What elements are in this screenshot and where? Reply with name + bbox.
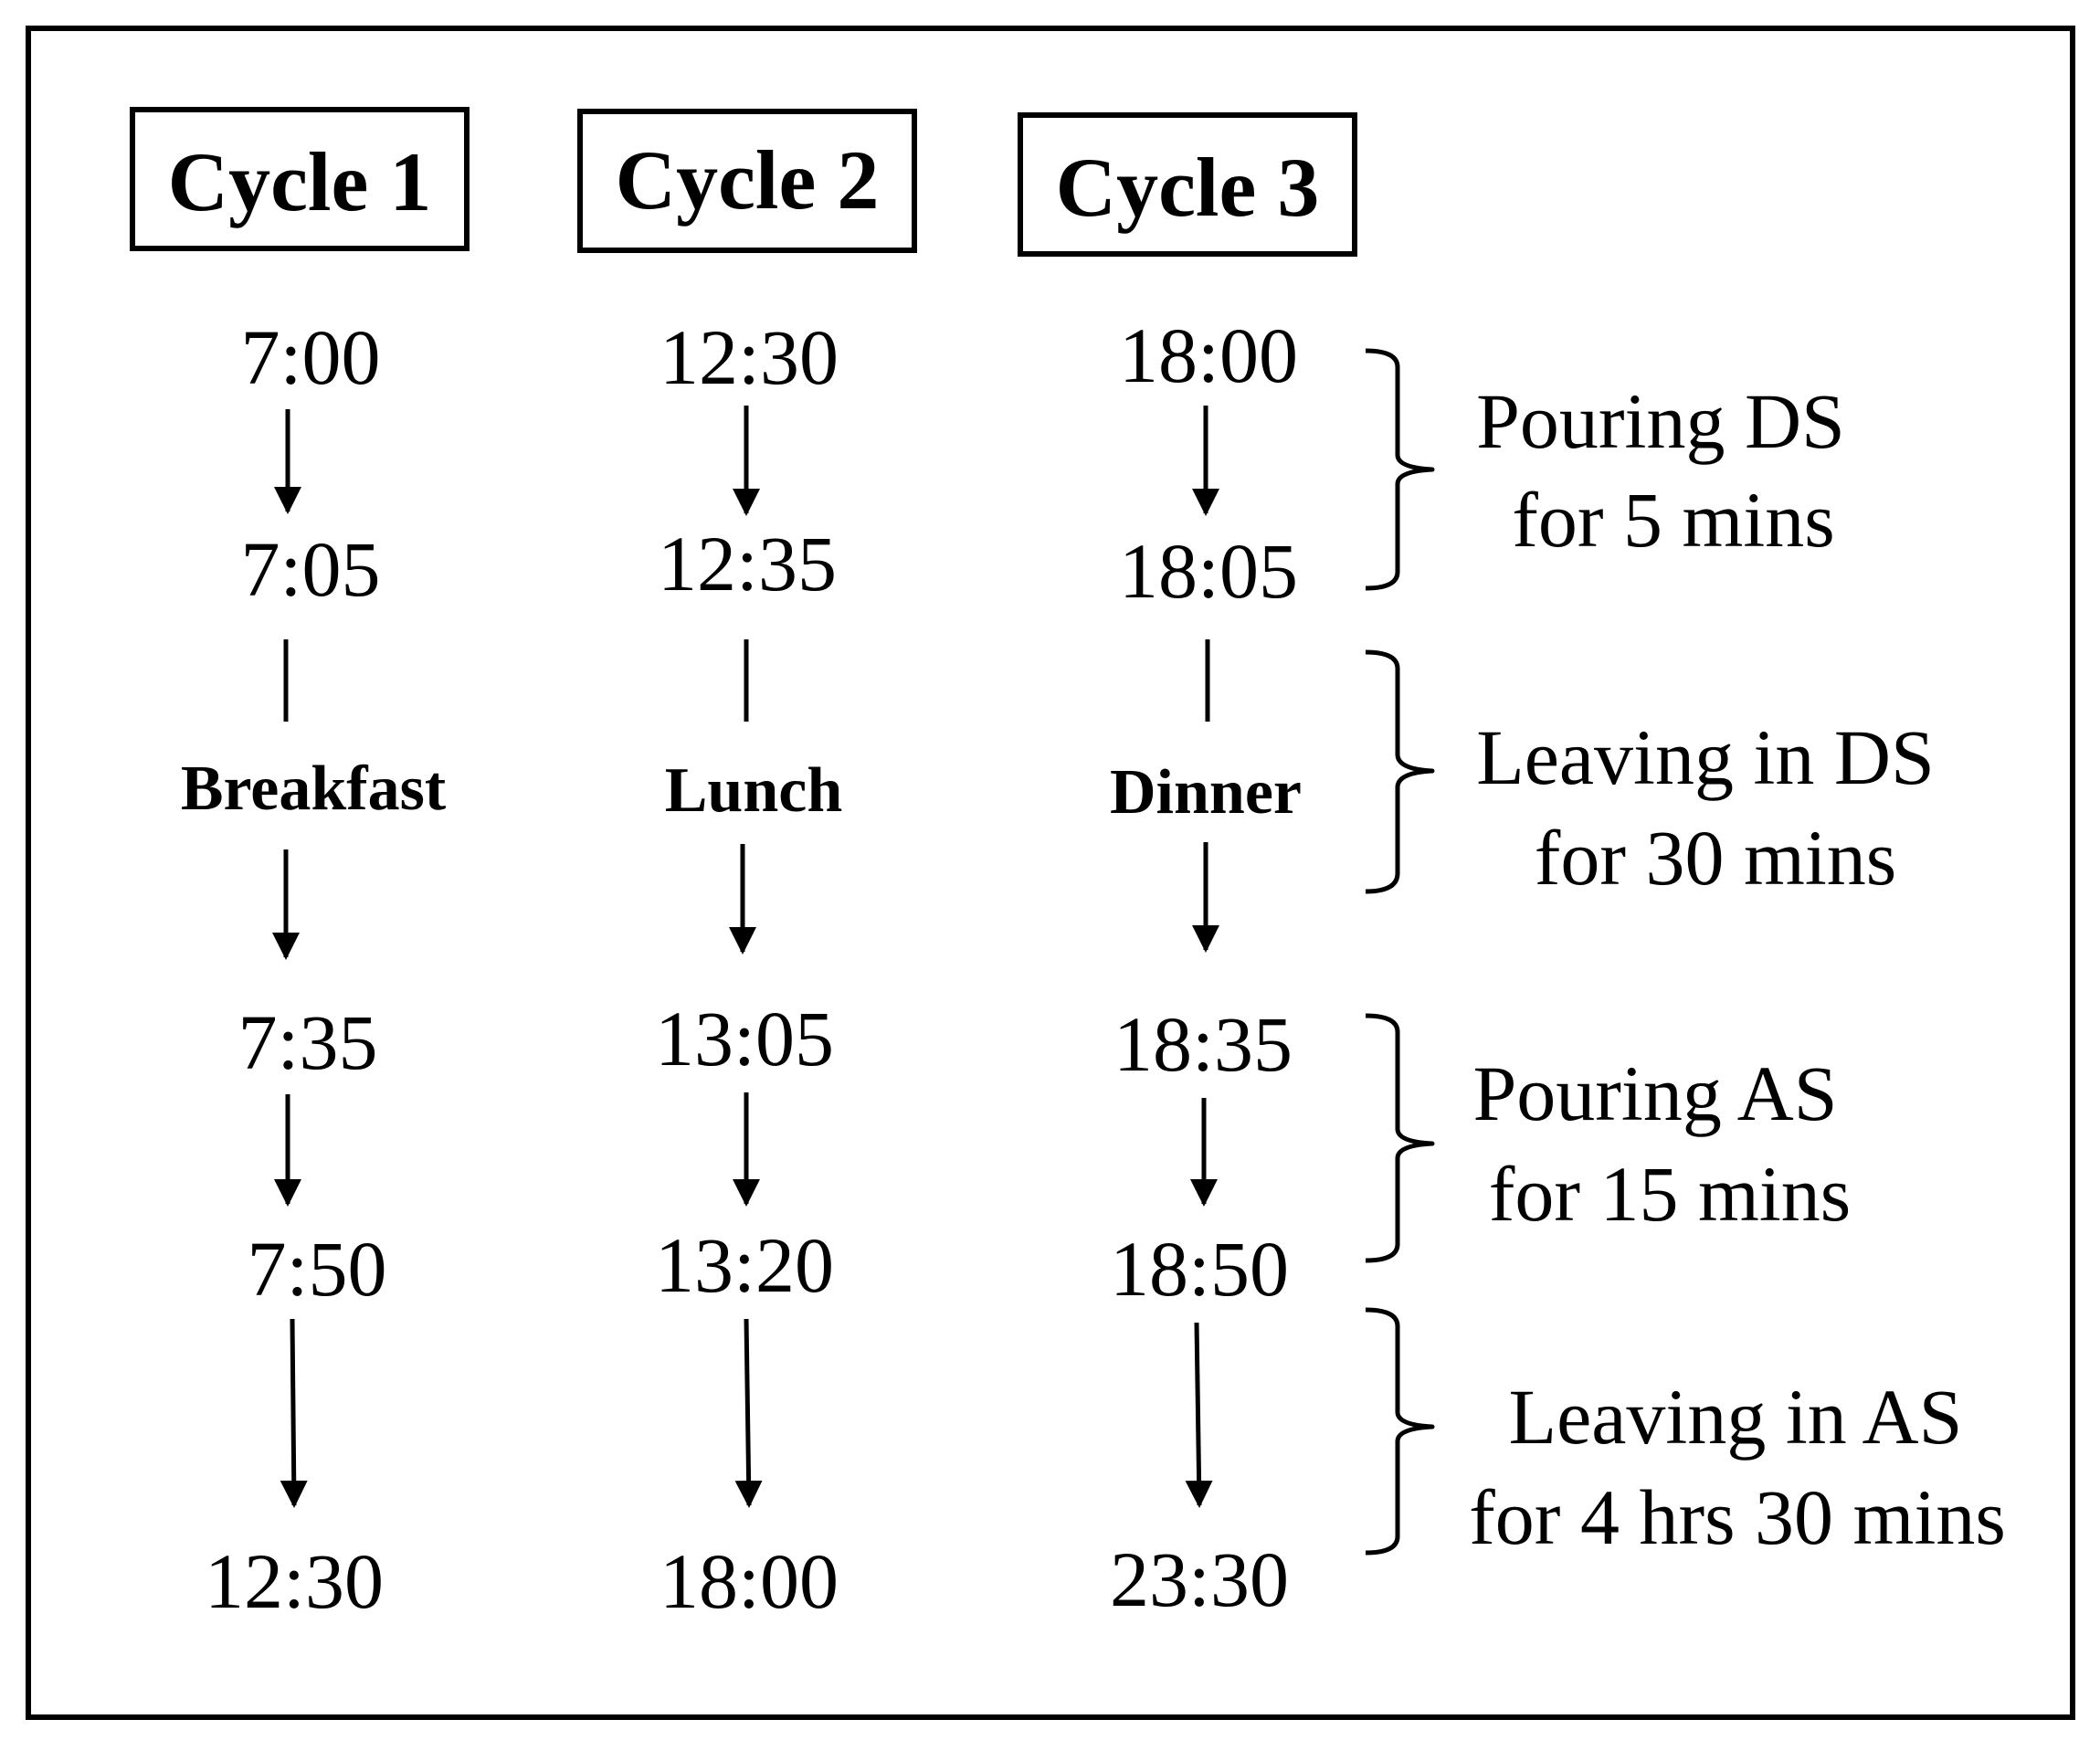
cycle-1-time-2: 7:05 (240, 525, 381, 613)
phase-3-bracket (1366, 1016, 1432, 1261)
phase-1-line-2: for 5 mins (1512, 476, 1835, 564)
cycle-3-time-4: 18:50 (1110, 1225, 1289, 1313)
phase-2-bracket (1366, 652, 1432, 891)
cycle-1-time-4: 7:50 (247, 1225, 387, 1313)
cycle-2-meal: Lunch (664, 755, 843, 826)
cycle-3-label: Cycle 3 (1055, 141, 1320, 234)
cycle-3-meal: Dinner (1110, 757, 1302, 828)
phase-3-line-2: for 15 mins (1488, 1150, 1852, 1238)
cycle-2-arrow-4 (746, 1319, 749, 1505)
phase-4-bracket (1366, 1310, 1432, 1553)
cycle-1-label: Cycle 1 (167, 135, 432, 228)
cycle-1-time-5: 12:30 (205, 1537, 384, 1625)
cycle-3-time-5: 23:30 (1110, 1535, 1289, 1623)
phase-2-line-2: for 30 mins (1534, 814, 1897, 902)
cycle-3-arrow-4 (1197, 1323, 1199, 1505)
phase-1-line-1: Pouring DS (1476, 377, 1845, 465)
cycle-1-arrow-4 (292, 1319, 294, 1505)
cycle-1-time-3: 7:35 (237, 998, 378, 1086)
cycle-2-label: Cycle 2 (615, 133, 880, 227)
cycle-2-time-3: 13:05 (655, 995, 834, 1082)
phase-2-line-1: Leaving in DS (1476, 713, 1935, 801)
cycle-2-time-2: 12:35 (658, 520, 837, 607)
phase-1-bracket (1366, 351, 1432, 588)
cycle-3-time-2: 18:05 (1119, 527, 1298, 615)
phase-3-line-1: Pouring AS (1472, 1050, 1838, 1137)
cycle-1-meal: Breakfast (180, 754, 447, 824)
cycle-2-time-4: 13:20 (655, 1221, 834, 1309)
cycle-2-time-5: 18:00 (660, 1537, 839, 1625)
cycle-1-time-1: 7:00 (240, 313, 381, 401)
cycle-3-time-1: 18:00 (1119, 311, 1298, 399)
phase-4-line-1: Leaving in AS (1508, 1373, 1963, 1461)
phase-4-line-2: for 4 hrs 30 mins (1469, 1473, 2006, 1561)
cycle-3-time-3: 18:35 (1113, 1000, 1293, 1088)
cycle-2-time-1: 12:30 (660, 313, 839, 401)
